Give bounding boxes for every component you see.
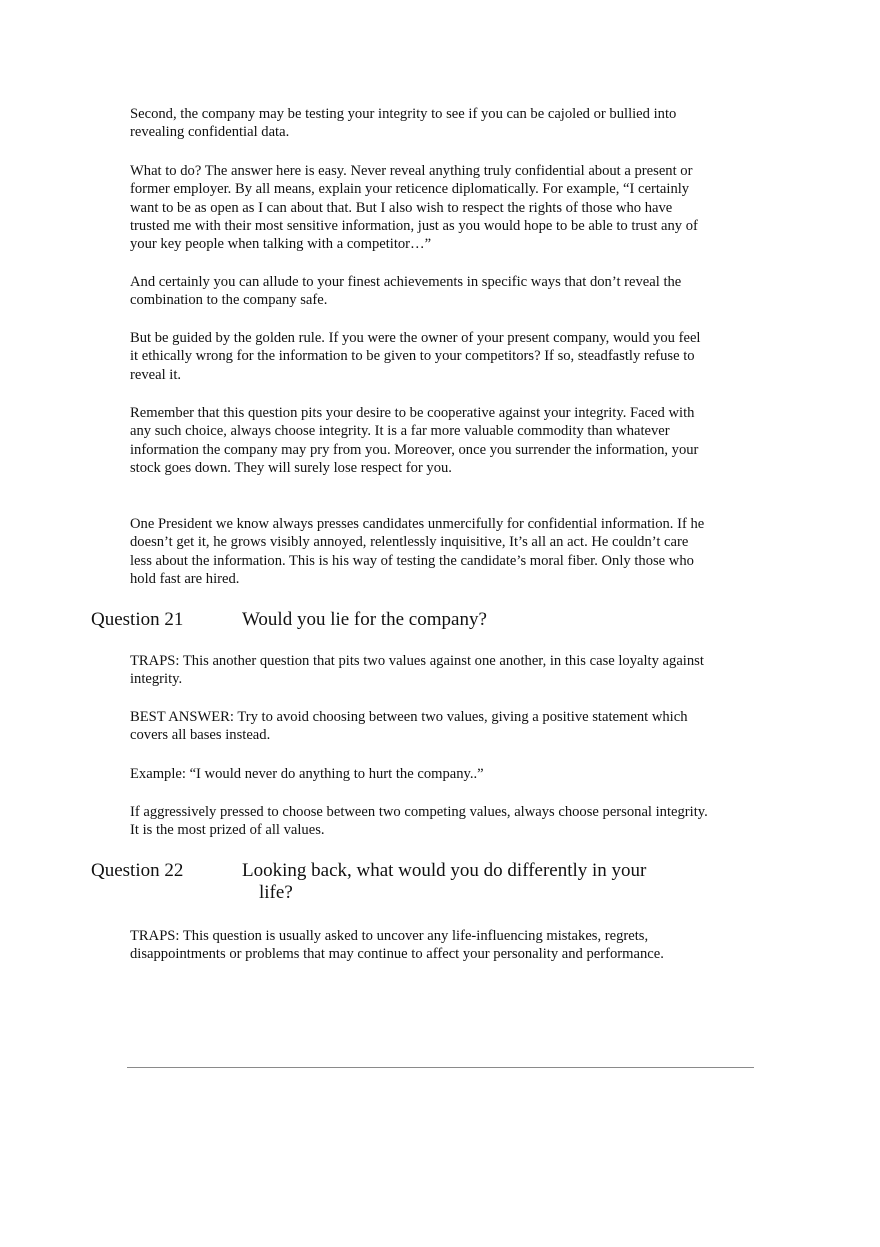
body-paragraph: Remember that this question pits your desire to be cooperative against your integrity. Faced with any such choice, always choose integrity. It is a far more valuable commodity than whatever information the company may pry from you. Moreover, once you surrender the information, your stock goes down. They will surely lose respect for you. (130, 405, 699, 476)
body-paragraph: What to do? The answer here is easy. Never reveal anything truly confidential about a present or former employer. By all means, explain your reticence diplomatically. For example, “I certainly want to be as open as I can about that. But I also wish to respect the rights of those who have trusted me with their most sensitive information, just as you would hope to be able to trust any of your key people when talking with a competitor…” (130, 163, 698, 253)
question-22-title-line-1: Looking back, what would you do differently in your (242, 860, 647, 881)
body-paragraph: And certainly you can allude to your finest achievements in specific ways that don’t reveal the combination to the company safe. (130, 274, 682, 309)
q22-traps-paragraph: TRAPS: This question is usually asked to uncover any life-influencing mistakes, regrets, disappointments or problems that may continue to affect your personality and performance. (130, 928, 664, 963)
question-21-title: Would you lie for the company? (242, 609, 487, 630)
body-paragraph: One President we know always presses candidates unmercifully for confidential information. If he doesn’t get it, he grows visibly annoyed, relentlessly inquisitive, It’s all an act. He couldn’t care less about the information. This is his way of testing the candidate’s moral fiber. Only those who hold fast are hired. (130, 516, 705, 587)
q21-example-paragraph: Example: “I would never do anything to hurt the company..” (130, 766, 484, 782)
question-22-label: Question 22 (91, 860, 184, 881)
q21-best-answer-paragraph: BEST ANSWER: Try to avoid choosing between two values, giving a positive statement which covers all bases instead. (130, 709, 688, 744)
q21-closing-paragraph: If aggressively pressed to choose between two competing values, always choose personal integrity. It is the most prized of all values. (130, 804, 708, 839)
question-22-title-line-2: life? (259, 882, 293, 903)
question-21-label: Question 21 (91, 609, 184, 630)
question-22-title (242, 860, 692, 904)
body-paragraph: Second, the company may be testing your integrity to see if you can be cajoled or bullied into revealing confidential data. (130, 106, 677, 141)
q21-traps-paragraph: TRAPS: This another question that pits two values against one another, in this case loyalty against integrity. (130, 653, 704, 688)
body-paragraph: But be guided by the golden rule. If you were the owner of your present company, would you feel it ethically wrong for the information to be given to your competitors? If so, steadfastly refuse to reveal it. (130, 330, 701, 383)
footer-divider (127, 1067, 754, 1068)
